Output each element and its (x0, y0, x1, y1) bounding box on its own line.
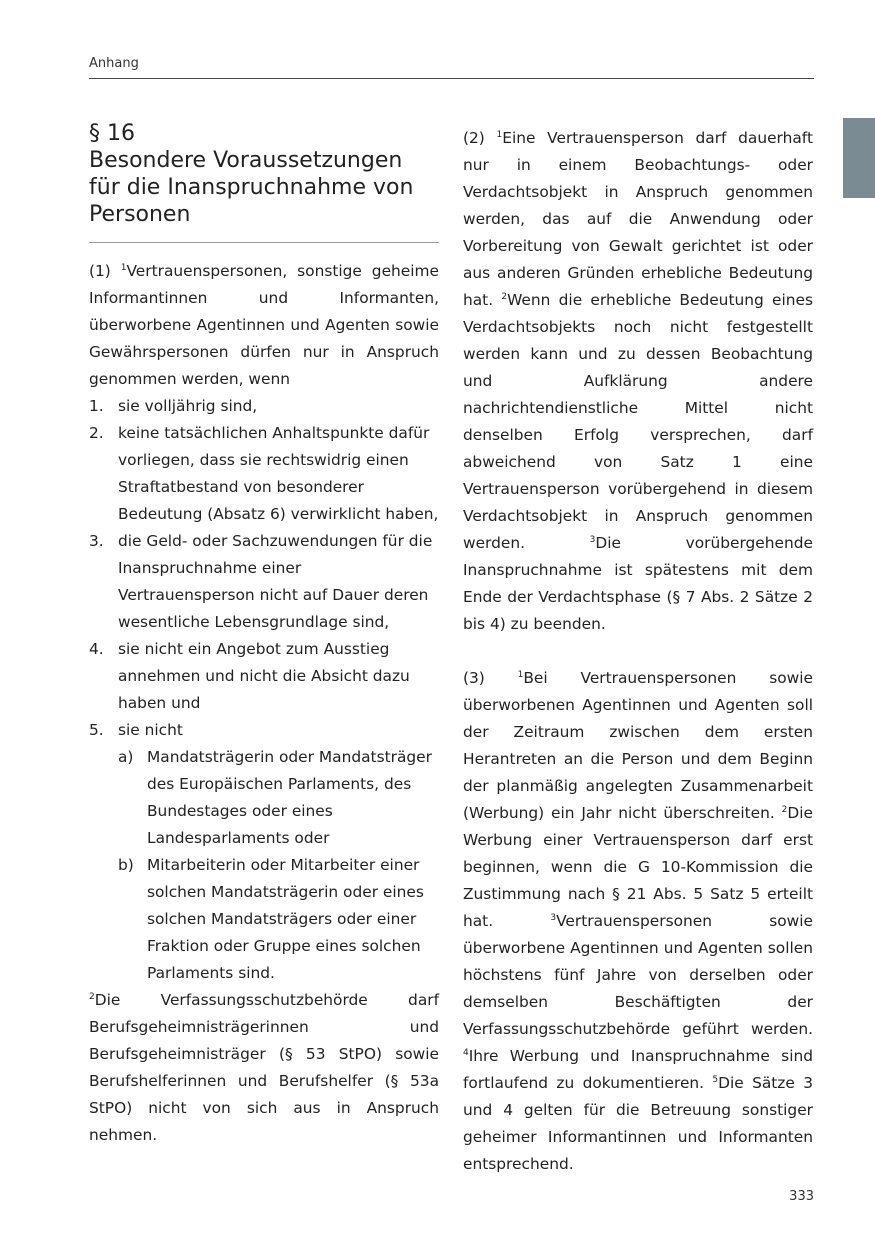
left-column (89, 120, 439, 1149)
sentence-marker: 1 (517, 670, 524, 680)
section-title-line-3: Personen (89, 202, 191, 227)
sentence-marker: 2 (89, 992, 95, 1002)
paragraph-2-sentence-3: Die vorübergehende Inanspruchnahme ist spätestens mit dem Ende der Verdachtsphase (§ 7 Abs. 2 Sätze 2 bis 4) zu beenden. (463, 534, 813, 633)
list-item-text (118, 717, 439, 987)
condition-list (89, 393, 439, 987)
paragraph-2-sentence-1: Eine Vertrauensperson darf dauerhaft nur in einem Beobachtungs- oder Verdachtsobjekt in Anspruch genommen werden, das auf die Anwendung oder Vorbereitung von Gewalt gerichtet ist oder aus anderen Gründen erhebliche Bedeutung hat. (463, 129, 813, 309)
chapter-thumb-tab (843, 118, 875, 198)
section-title-line-1: Besondere Voraussetzungen (89, 148, 403, 173)
list-item (89, 528, 439, 636)
sub-list-item (118, 744, 439, 852)
paragraph-3-sentence-5: Die Sätze 3 und 4 gelten für die Betreuung sonstiger geheimer Informantinnen und Informanten entsprechend. (463, 1074, 813, 1173)
paragraph-3 (463, 665, 813, 1178)
sub-list (118, 744, 439, 987)
list-item-text: keine tatsächlichen Anhaltspunkte dafür vorliegen, dass sie rechtswidrig einen Straftatbestand von besonderer Bedeutung (Absatz 6) verwirklicht haben, (118, 424, 439, 523)
paragraph-1-label: (1) (89, 262, 111, 280)
list-item-number: 1. (89, 397, 104, 415)
paragraph-1-intro (89, 258, 439, 393)
paragraph-3-sentence-3: Vertrauenspersonen sowie überworbene Agentinnen und Agenten sollen höchstens fünf Jahre von derselben oder demselben Beschäftigten der Verfassungsschutzbehörde geführt werden. (463, 912, 813, 1038)
paragraph-3-label: (3) (463, 669, 485, 687)
sentence-marker: 3 (589, 535, 596, 545)
sentence-marker: 2 (501, 292, 508, 302)
paragraph-3-sentence-1: Bei Vertrauenspersonen sowie überworbenen Agentinnen und Agenten soll der Zeitraum zwischen dem ersten Herantreten an die Person und dem Beginn der planmäßig angelegten Zusammenarbeit (Werbung) ein Jahr nicht überschreiten. (463, 669, 813, 822)
paragraph-2 (463, 125, 813, 638)
list-item-text: sie volljährig sind, (118, 397, 258, 415)
sentence-marker: 2 (781, 805, 788, 815)
right-column (463, 125, 813, 1178)
sentence-marker: 1 (120, 263, 127, 273)
list-item (89, 420, 439, 528)
list-item-lead: sie nicht (118, 721, 183, 739)
paragraph-1-closing (89, 987, 439, 1149)
list-item-text: sie nicht ein Angebot zum Ausstieg annehmen und nicht die Absicht dazu haben und (118, 640, 410, 712)
header-rule (89, 78, 814, 79)
paragraph-1-intro-text: Vertrauenspersonen, sonstige geheime Informantinnen und Informanten, überworbene Agentinnen und Agenten sowie Gewährspersonen dürfen nur in Anspruch genommen werden, wenn (89, 262, 439, 388)
heading-rule (89, 242, 439, 243)
sentence-marker: 4 (463, 1048, 469, 1058)
sentence-marker: 3 (550, 913, 557, 923)
sub-list-item-text: Mitarbeiterin oder Mitarbeiter einer solchen Mandatsträgerin oder eines solchen Mandatsträgers oder einer Fraktion oder Gruppe eines solchen Parlaments sind. (147, 856, 424, 982)
paragraph-3-sentence-4: Ihre Werbung und Inanspruchnahme sind fortlaufend zu dokumentieren. (463, 1047, 813, 1092)
section-number: § 16 (89, 121, 135, 146)
section-title-line-2: für die Inanspruchnahme von (89, 175, 414, 200)
page-number: 333 (789, 1189, 814, 1204)
paragraph-2-sentence-2: Wenn die erhebliche Bedeutung eines Verdachtsobjekts noch nicht festgestellt werden kann und zu dessen Beobachtung und Aufklärung andere nachrichtendienstliche Mittel nicht denselben Erfolg versprechen, darf abweichend von Satz 1 eine Vertrauensperson vorübergehend in diesem Verdachtsobjekt in Anspruch genommen werden. (463, 291, 813, 552)
paragraph-1-closing-text: Die Verfassungsschutzbehörde darf Berufsgeheimnisträgerinnen und Berufsgeheimnisträger (§ 53 StPO) sowie Berufshelferinnen und Berufshelfer (§ 53a StPO) nicht von sich aus in Anspruch nehmen. (89, 991, 439, 1144)
list-item-number: 4. (89, 640, 104, 658)
sub-list-item-letter: a) (118, 748, 134, 766)
paragraph-spacer (463, 638, 813, 665)
list-item-number: 3. (89, 532, 104, 550)
list-item (89, 717, 439, 987)
sub-list-item-letter: b) (118, 856, 134, 874)
section-heading (89, 120, 439, 228)
list-item (89, 636, 439, 717)
sub-list-item (118, 852, 439, 987)
list-item-number: 2. (89, 424, 104, 442)
list-item (89, 393, 439, 420)
list-item-text: die Geld- oder Sachzuwendungen für die Inanspruchnahme einer Vertrauensperson nicht auf Dauer deren wesentliche Lebensgrundlage sind, (118, 532, 433, 631)
paragraph-2-label: (2) (463, 129, 485, 147)
list-item-number: 5. (89, 721, 104, 739)
running-header: Anhang (89, 56, 139, 71)
sub-list-item-text: Mandatsträgerin oder Mandatsträger des Europäischen Parlaments, des Bundestages oder eines Landesparlaments oder (147, 748, 432, 847)
sentence-marker: 1 (496, 130, 503, 140)
sentence-marker: 5 (712, 1075, 719, 1085)
paragraph-3-sentence-2: Die Werbung einer Vertrauensperson darf erst beginnen, wenn die G 10-Kommission die Zustimmung nach § 21 Abs. 5 Satz 5 erteilt hat. (463, 804, 813, 930)
